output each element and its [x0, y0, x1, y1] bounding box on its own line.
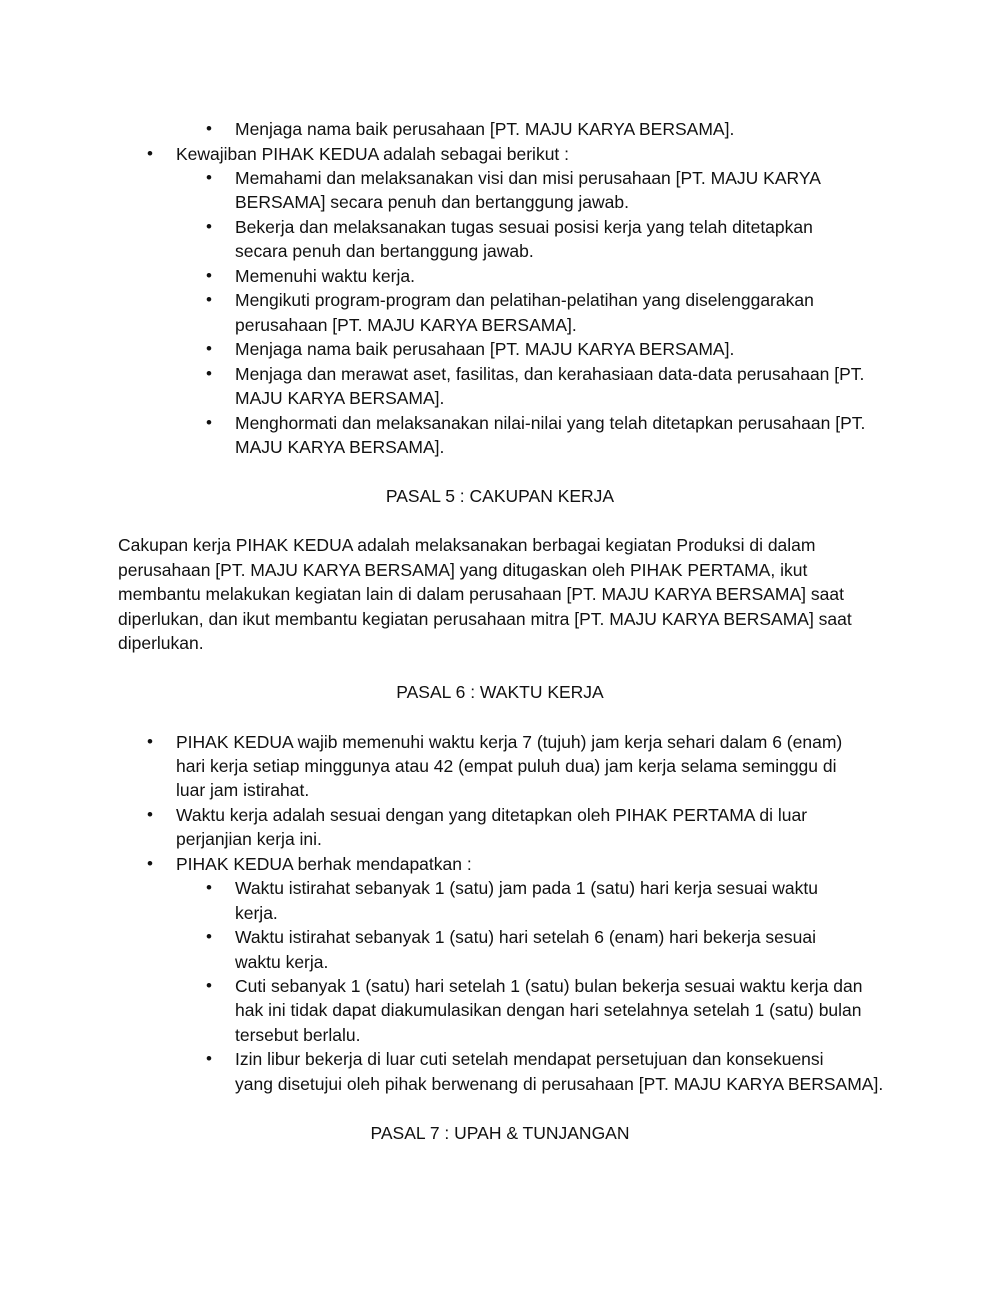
bullet: •: [206, 266, 212, 285]
section-heading: PASAL 6 : WAKTU KERJA: [396, 682, 604, 702]
list-item-line: luar jam istirahat.: [176, 780, 310, 800]
list-item-line: MAJU KARYA BERSAMA].: [235, 437, 445, 457]
list-item-line: Menghormati dan melaksanakan nilai-nilai yang telah ditetapkan perusahaan [PT.: [235, 413, 866, 433]
section-heading: PASAL 5 : CAKUPAN KERJA: [385, 486, 615, 506]
bullet: •: [206, 119, 212, 138]
list-item-line: MAJU KARYA BERSAMA].: [235, 388, 445, 408]
bullet: •: [147, 854, 153, 873]
list-item-line: perusahaan [PT. MAJU KARYA BERSAMA].: [235, 315, 577, 335]
paragraph-line: membantu melakukan kegiatan lain di dalam perusahaan [PT. MAJU KARYA BERSAMA] saat: [118, 584, 844, 604]
paragraph-line: diperlukan.: [118, 633, 204, 653]
list-item-line: perjanjian kerja ini.: [176, 829, 322, 849]
list-item-line: Memenuhi waktu kerja.: [235, 266, 415, 286]
list-item-line: PIHAK KEDUA berhak mendapatkan :: [176, 854, 472, 874]
bullet: •: [147, 805, 153, 824]
list-item-line: Izin libur bekerja di luar cuti setelah mendapat persetujuan dan konsekuensi: [235, 1049, 824, 1069]
list-item-line: secara penuh dan bertanggung jawab.: [235, 241, 534, 261]
list-item-line: hak ini tidak dapat diakumulasikan dengan hari setelahnya setelah 1 (satu) bulan: [235, 1000, 862, 1020]
paragraph-line: diperlukan, dan ikut membantu kegiatan perusahaan mitra [PT. MAJU KARYA BERSAMA] saat: [118, 609, 852, 629]
list-item-line: Memahami dan melaksanakan visi dan misi perusahaan [PT. MAJU KARYA: [235, 168, 821, 188]
bullet: •: [206, 413, 212, 432]
list-item-line: Menjaga dan merawat aset, fasilitas, dan kerahasiaan data-data perusahaan [PT.: [235, 364, 865, 384]
list-item-line: waktu kerja.: [235, 952, 329, 972]
list-item-line: Bekerja dan melaksanakan tugas sesuai posisi kerja yang telah ditetapkan: [235, 217, 813, 237]
list-item: Menjaga nama baik perusahaan [PT. MAJU KARYA BERSAMA].: [235, 119, 735, 139]
list-item-line: Waktu kerja adalah sesuai dengan yang ditetapkan oleh PIHAK PERTAMA di luar: [176, 805, 808, 825]
list-item-line: tersebut berlalu.: [235, 1025, 361, 1045]
list-item-line: hari kerja setiap minggunya atau 42 (empat puluh dua) jam kerja selama seminggu di: [176, 756, 837, 776]
bullet: •: [206, 217, 212, 236]
list-item-line: PIHAK KEDUA wajib memenuhi waktu kerja 7 (tujuh) jam kerja sehari dalam 6 (enam): [176, 732, 843, 752]
list-item-line: Cuti sebanyak 1 (satu) hari setelah 1 (satu) bulan bekerja sesuai waktu kerja dan: [235, 976, 863, 996]
bullet: •: [147, 732, 153, 751]
list-item-line: BERSAMA] secara penuh dan bertanggung jawab.: [235, 192, 630, 212]
bullet: •: [206, 927, 212, 946]
paragraph-line: perusahaan [PT. MAJU KARYA BERSAMA] yang ditugaskan oleh PIHAK PERTAMA, ikut: [118, 560, 808, 580]
bullet: •: [206, 168, 212, 187]
bullet: •: [206, 1049, 212, 1068]
bullet: •: [206, 878, 212, 897]
paragraph-line: Cakupan kerja PIHAK KEDUA adalah melaksanakan berbagai kegiatan Produksi di dalam: [118, 535, 816, 555]
bullet: •: [206, 290, 212, 309]
list-item: Kewajiban PIHAK KEDUA adalah sebagai berikut :: [176, 144, 570, 164]
bullet: •: [206, 339, 212, 358]
bullet: •: [206, 976, 212, 995]
list-item-line: Waktu istirahat sebanyak 1 (satu) jam pada 1 (satu) hari kerja sesuai waktu: [235, 878, 818, 898]
section-heading: PASAL 7 : UPAH & TUNJANGAN: [370, 1123, 630, 1143]
bullet: •: [147, 144, 153, 163]
bullet: •: [206, 364, 212, 383]
list-item-line: Menjaga nama baik perusahaan [PT. MAJU KARYA BERSAMA].: [235, 339, 735, 359]
list-item-line: Waktu istirahat sebanyak 1 (satu) hari setelah 6 (enam) hari bekerja sesuai: [235, 927, 817, 947]
list-item-line: Mengikuti program-program dan pelatihan-pelatihan yang diselenggarakan: [235, 290, 814, 310]
list-item-line: kerja.: [235, 903, 278, 923]
list-item-line: yang disetujui oleh pihak berwenang di perusahaan [PT. MAJU KARYA BERSAMA].: [235, 1074, 884, 1094]
